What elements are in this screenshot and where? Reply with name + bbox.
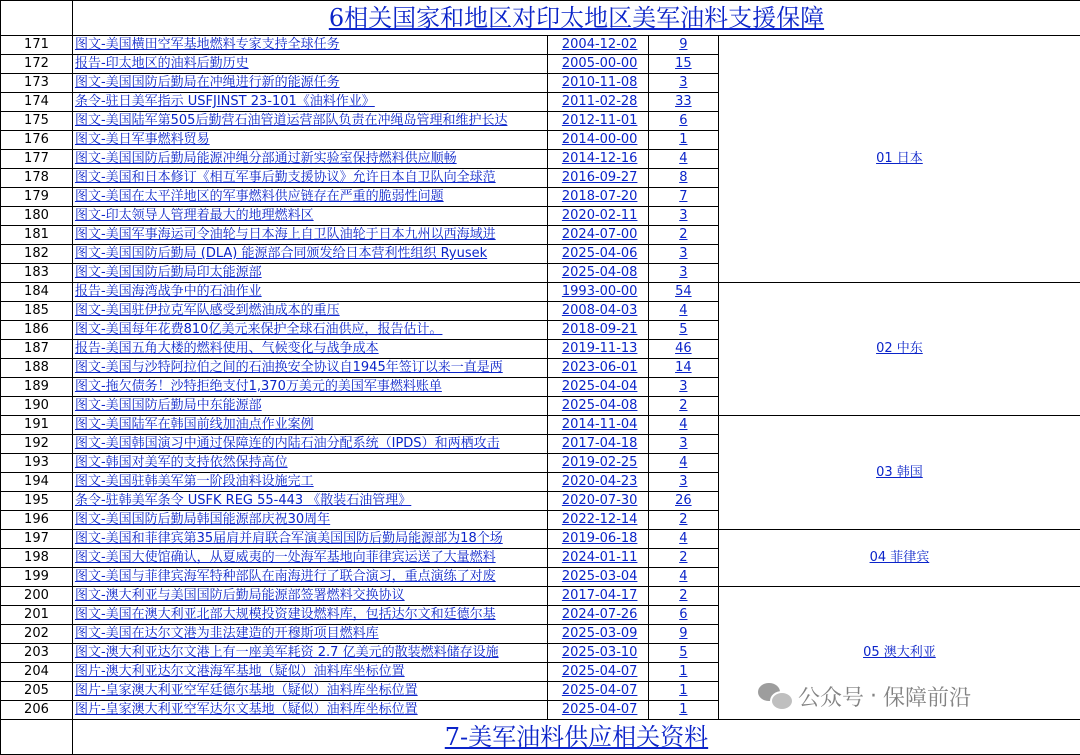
doc-date: 2025-04-07: [547, 701, 648, 720]
doc-date: 2014-12-16: [547, 150, 648, 169]
doc-link[interactable]: 图文-美国横田空军基地燃料专家支持全球任务: [72, 36, 547, 55]
row-number: 186: [1, 321, 73, 340]
doc-date: 2017-04-18: [547, 435, 648, 454]
row-number: 182: [1, 245, 73, 264]
doc-count: 7: [648, 188, 718, 207]
doc-count: 6: [648, 606, 718, 625]
row-number: 196: [1, 511, 73, 530]
doc-date: 2025-04-07: [547, 682, 648, 701]
watermark: [758, 676, 1058, 716]
row-number: [1, 1, 73, 36]
table-row: [1, 587, 1080, 606]
doc-count: 2: [648, 511, 718, 530]
row-number: 189: [1, 378, 73, 397]
doc-link[interactable]: 图文-美国和菲律宾第35届肩并肩联合军演美国国防后勤局能源部为18个场: [72, 530, 547, 549]
doc-date: 2019-06-18: [547, 530, 648, 549]
doc-date: 2016-09-27: [547, 169, 648, 188]
row-number: 200: [1, 587, 73, 606]
table-row: [1, 416, 1080, 435]
doc-link[interactable]: 图文-美国韩国演习中通过保障连的内陆石油分配系统（IPDS）和两栖攻击: [72, 435, 547, 454]
doc-count: 3: [648, 245, 718, 264]
row-number: 178: [1, 169, 73, 188]
doc-link[interactable]: 图文-美国国防后勤局能源冲绳分部通过新实验室保持燃料供应顺畅: [72, 150, 547, 169]
doc-link[interactable]: 条令-驻日美军指示 USFJINST 23-101《油料作业》: [72, 93, 547, 112]
row-number: 193: [1, 454, 73, 473]
doc-date: 2018-07-20: [547, 188, 648, 207]
doc-link[interactable]: 条令-驻韩美军条令 USFK REG 55-443 《散装石油管理》: [72, 492, 547, 511]
doc-link[interactable]: 图文-美国与菲律宾海军特种部队在南海进行了联合演习，重点演练了对废: [72, 568, 547, 587]
doc-link[interactable]: 图片-澳大利亚达尔文港海军基地（疑似）油料库坐标位置: [72, 663, 547, 682]
row-number: 177: [1, 150, 73, 169]
table-row: [1, 36, 1080, 55]
region-link[interactable]: 04 菲律宾: [718, 530, 1080, 587]
doc-date: 2025-03-09: [547, 625, 648, 644]
doc-date: 2018-09-21: [547, 321, 648, 340]
table-row: [1, 530, 1080, 549]
doc-count: 5: [648, 644, 718, 663]
doc-count: 46: [648, 340, 718, 359]
doc-date: 2011-02-28: [547, 93, 648, 112]
doc-date: 2020-07-30: [547, 492, 648, 511]
row-number: 199: [1, 568, 73, 587]
watermark-separator: ·: [870, 684, 877, 709]
doc-count: 26: [648, 492, 718, 511]
doc-date: 2025-04-08: [547, 264, 648, 283]
next-section-title[interactable]: 7-美军油料供应相关资料: [72, 720, 1080, 755]
doc-count: 2: [648, 549, 718, 568]
doc-link[interactable]: 图片-皇家澳大利亚空军廷德尔基地（疑似）油料库坐标位置: [72, 682, 547, 701]
doc-link[interactable]: 图文-美国国防后勤局韩国能源部庆祝30周年: [72, 511, 547, 530]
doc-count: 4: [648, 454, 718, 473]
doc-date: 2024-07-00: [547, 226, 648, 245]
doc-date: 2012-11-01: [547, 112, 648, 131]
doc-date: 2004-12-02: [547, 36, 648, 55]
section-header-row: [1, 1, 1080, 36]
doc-count: 1: [648, 682, 718, 701]
doc-count: 9: [648, 36, 718, 55]
doc-link[interactable]: 图文-澳大利亚与美国国防后勤局能源部签署燃料交换协议: [72, 587, 547, 606]
row-number: 205: [1, 682, 73, 701]
row-number: 171: [1, 36, 73, 55]
doc-count: 1: [648, 701, 718, 720]
row-number: 172: [1, 55, 73, 74]
doc-link[interactable]: 图文-美日军事燃料贸易: [72, 131, 547, 150]
doc-link[interactable]: 图文-美国国防后勤局在冲绳进行新的能源任务: [72, 74, 547, 93]
doc-link[interactable]: 图文-美国陆军在韩国前线加油点作业案例: [72, 416, 547, 435]
row-number: 195: [1, 492, 73, 511]
doc-link[interactable]: 图文-拖欠债务！沙特拒绝支付1,370万美元的美国军事燃料账单: [72, 378, 547, 397]
doc-count: 2: [648, 226, 718, 245]
doc-date: 2025-04-06: [547, 245, 648, 264]
row-number: 190: [1, 397, 73, 416]
doc-count: 3: [648, 435, 718, 454]
doc-date: 2025-04-04: [547, 378, 648, 397]
row-number: 191: [1, 416, 73, 435]
doc-date: 2025-04-08: [547, 397, 648, 416]
doc-count: 3: [648, 473, 718, 492]
doc-count: 2: [648, 397, 718, 416]
region-link[interactable]: 05 澳大利亚: [718, 587, 1080, 720]
row-number: 187: [1, 340, 73, 359]
row-number: 180: [1, 207, 73, 226]
watermark-name: 保障前沿: [883, 681, 971, 712]
doc-count: 54: [648, 283, 718, 302]
doc-link[interactable]: 图文-美国驻伊拉克军队感受到燃油成本的重压: [72, 302, 547, 321]
doc-date: 2020-02-11: [547, 207, 648, 226]
doc-link[interactable]: 图文-美国在太平洋地区的军事燃料供应链存在严重的脆弱性问题: [72, 188, 547, 207]
doc-date: 2025-04-07: [547, 663, 648, 682]
doc-count: 4: [648, 150, 718, 169]
doc-count: 1: [648, 131, 718, 150]
table-row: [1, 283, 1080, 302]
row-number: 188: [1, 359, 73, 378]
doc-count: 3: [648, 207, 718, 226]
doc-date: 2008-04-03: [547, 302, 648, 321]
doc-count: 4: [648, 530, 718, 549]
row-number: 192: [1, 435, 73, 454]
doc-count: 4: [648, 416, 718, 435]
doc-link[interactable]: 图文-印太领导人管理着最大的地理燃料区: [72, 207, 547, 226]
row-number: 173: [1, 74, 73, 93]
row-number: 181: [1, 226, 73, 245]
row-number: 201: [1, 606, 73, 625]
row-number: 197: [1, 530, 73, 549]
doc-count: 6: [648, 112, 718, 131]
row-number: [1, 720, 73, 755]
doc-date: 2017-04-17: [547, 587, 648, 606]
row-number: 194: [1, 473, 73, 492]
row-number: 175: [1, 112, 73, 131]
doc-count: 4: [648, 302, 718, 321]
doc-date: 2014-11-04: [547, 416, 648, 435]
doc-count: 3: [648, 74, 718, 93]
section-header-row: [1, 720, 1080, 755]
doc-link[interactable]: 图文-美国在澳大利亚北部大规模投资建设燃料库，包括达尔文和廷德尔基: [72, 606, 547, 625]
region-link[interactable]: 03 韩国: [718, 416, 1080, 530]
doc-date: 2010-11-08: [547, 74, 648, 93]
section-title[interactable]: 6相关国家和地区对印太地区美军油料支援保障: [72, 1, 1080, 36]
doc-link[interactable]: 报告-印太地区的油料后勤历史: [72, 55, 547, 74]
doc-date: 2024-01-11: [547, 549, 648, 568]
doc-date: 2023-06-01: [547, 359, 648, 378]
doc-date: 2005-00-00: [547, 55, 648, 74]
doc-link[interactable]: 报告-美国海湾战争中的石油作业: [72, 283, 547, 302]
doc-count: 2: [648, 587, 718, 606]
doc-link[interactable]: 图文-美国国防后勤局 (DLA) 能源部合同颁发给日本营利性组织 Ryusek: [72, 245, 547, 264]
doc-date: 2014-00-00: [547, 131, 648, 150]
doc-count: 5: [648, 321, 718, 340]
doc-link[interactable]: 图文-澳大利亚达尔文港上有一座美军耗资 2.7 亿美元的散装燃料储存设施: [72, 644, 547, 663]
doc-link[interactable]: 图文-美国每年花费810亿美元来保护全球石油供应，报告估计。: [72, 321, 547, 340]
doc-link[interactable]: 图文-美国驻韩美军第一阶段油料设施完工: [72, 473, 547, 492]
region-link[interactable]: 01 日本: [718, 36, 1080, 283]
doc-date: 2019-11-13: [547, 340, 648, 359]
doc-date: 2025-03-04: [547, 568, 648, 587]
doc-link[interactable]: 图文-美国在达尔文港为韭法建造的开穆斯项目燃料库: [72, 625, 547, 644]
doc-date: 2020-04-23: [547, 473, 648, 492]
row-number: 179: [1, 188, 73, 207]
doc-link[interactable]: 图文-美国国防后勤局中东能源部: [72, 397, 547, 416]
row-number: 206: [1, 701, 73, 720]
doc-count: 1: [648, 663, 718, 682]
row-number: 174: [1, 93, 73, 112]
doc-link[interactable]: 图文-美国大使馆确认，从夏威夷的一处海军基地向菲律宾运送了大量燃料: [72, 549, 547, 568]
doc-link[interactable]: 图文-美国和日本修订《相互军事后勤支援协议》允许日本自卫队向全球范: [72, 169, 547, 188]
doc-count: 3: [648, 264, 718, 283]
doc-date: 2022-12-14: [547, 511, 648, 530]
doc-link[interactable]: 图文-韩国对美军的支持依然保持高位: [72, 454, 547, 473]
row-number: 176: [1, 131, 73, 150]
doc-link[interactable]: 报告-美国五角大楼的燃料使用、气候变化与战争成本: [72, 340, 547, 359]
region-link[interactable]: 02 中东: [718, 283, 1080, 416]
row-number: 198: [1, 549, 73, 568]
doc-count: 3: [648, 378, 718, 397]
doc-date: 2024-07-26: [547, 606, 648, 625]
doc-count: 8: [648, 169, 718, 188]
doc-link[interactable]: 图文-美国军事海运司令油轮与日本海上自卫队油轮于日本九州以西海域进: [72, 226, 547, 245]
doc-link[interactable]: 图文-美国陆军第505后勤营石油管道运营部队负责在冲绳岛管理和维护长达: [72, 112, 547, 131]
doc-link[interactable]: 图片-皇家澳大利亚空军达尔文基地（疑似）油料库坐标位置: [72, 701, 547, 720]
row-number: 184: [1, 283, 73, 302]
doc-count: 15: [648, 55, 718, 74]
wechat-icon: [758, 681, 792, 711]
doc-link[interactable]: 图文-美国国防后勤局印太能源部: [72, 264, 547, 283]
row-number: 185: [1, 302, 73, 321]
row-number: 203: [1, 644, 73, 663]
doc-date: 1993-00-00: [547, 283, 648, 302]
doc-date: 2025-03-10: [547, 644, 648, 663]
row-number: 183: [1, 264, 73, 283]
row-number: 202: [1, 625, 73, 644]
doc-count: 9: [648, 625, 718, 644]
doc-count: 14: [648, 359, 718, 378]
doc-count: 33: [648, 93, 718, 112]
doc-count: 4: [648, 568, 718, 587]
doc-date: 2019-02-25: [547, 454, 648, 473]
watermark-prefix: 公众号: [798, 681, 864, 712]
doc-link[interactable]: 图文-美国与沙特阿拉伯之间的石油换安全协议自1945年签订以来一直是两: [72, 359, 547, 378]
row-number: 204: [1, 663, 73, 682]
